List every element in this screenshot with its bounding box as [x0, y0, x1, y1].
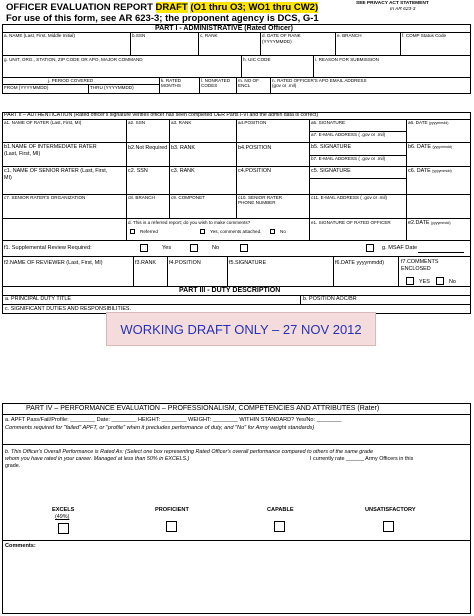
p1-email-2: (gov or .mil)	[272, 83, 297, 88]
e2-format: (yyyymmdd)	[430, 221, 451, 225]
supplemental-yes-label: Yes	[162, 245, 172, 251]
overall-rating-line-2: whom you have rated in your career. Managed at less than 50% in EXCELS.)	[5, 456, 190, 462]
a6-format: (yyyymmdd)	[428, 121, 449, 125]
comments-attached-checkbox[interactable]	[200, 229, 205, 234]
f7-yes-label: YES	[419, 279, 430, 285]
proficient-label: PROFICIENT	[155, 507, 189, 513]
p1-dor-format: (YYYYMMDD)	[262, 39, 292, 44]
a4-label: a4.POSITION	[238, 120, 267, 125]
b1-label: b1.NAME OF INTERMEDIATE RATER	[4, 144, 97, 150]
supplemental-no-label: No	[212, 245, 220, 251]
use-line: For use of this form, see AR 623-3; the proponent agency is DCS, G-1	[6, 13, 319, 24]
a6-label	[408, 121, 448, 126]
c2-label: c2. SSN	[128, 168, 148, 174]
d-label: d. This is a referred report; do you wish to make comments?	[128, 220, 251, 225]
capable-label: CAPABLE	[267, 507, 294, 513]
c6-format: (yyyymmdd)	[432, 169, 452, 173]
supplemental-yes-checkbox[interactable]	[140, 244, 148, 252]
f6-label: f6.DATE yyyymmdd)	[335, 260, 385, 266]
e1-label: e1. SIGNATURE OF RATED OFFICER	[311, 220, 391, 225]
part2-title: PART II – AUTHENTICATION (Rated officer's signature verifies officer has seen completed OER Parts I-VI and the admin data is correct)	[4, 112, 319, 118]
p1-dor-label: d. DATE OF RANK	[262, 33, 301, 38]
c8-label: c8. BRANCH	[128, 195, 155, 200]
p1-encl-1: m. NO OF	[238, 78, 259, 83]
excels-checkbox[interactable]	[58, 523, 69, 534]
supplemental-extra-checkbox-2[interactable]	[366, 244, 374, 252]
p1-name-label: a. NAME (Last, First, Middle Initial)	[4, 33, 75, 38]
p1-email-1: n. RATED OFFICER'S APO EMAIL ADDRESS	[272, 78, 367, 83]
unsatisfactory-label: UNSATISFACTORY	[365, 507, 416, 513]
p1-nonrated-1: l. NONRATED	[201, 78, 231, 83]
apft-line: a. APFT Pass/Fail/Profile: ________ Date: ________ HEIGHT: ________ WEIGHT: ________ WITHIN STANDARD? Yes/No: ________	[5, 417, 342, 423]
b2-label: b2.Not Required	[128, 145, 168, 151]
privacy-line-2: In AR 623-3	[390, 7, 416, 12]
p1-rated-months-1: k. RATED	[161, 78, 182, 83]
p1-comp-label: f. COMP Status Code	[402, 33, 447, 38]
capable-checkbox[interactable]	[274, 521, 285, 532]
p1-encl-2: ENCL	[238, 83, 251, 88]
p1-from-label: FROM (YYYYMMDD)	[4, 85, 49, 90]
draft-label: DRAFT	[155, 2, 188, 13]
f7-yes-checkbox[interactable]	[406, 277, 414, 285]
f7-label: f7.COMMENTS	[401, 259, 439, 265]
title-text: OFFICER EVALUATION REPORT	[6, 2, 153, 13]
e2-text: e2.DATE	[408, 220, 430, 226]
b3-label: b3. RANK	[171, 145, 195, 151]
p1-nonrated-2: CODES	[201, 83, 218, 88]
msaf-date-label: g. MSAF Date	[382, 245, 418, 251]
referred-label: Referred	[140, 229, 158, 234]
c9-label: c9. COMPONET	[171, 195, 205, 200]
c6-text: c6. DATE	[408, 168, 431, 174]
b1-label-2: (Last, First, MI)	[4, 151, 41, 157]
overall-rating-line-4: grade.	[5, 463, 21, 469]
grades-label: (O1 thru O3; WO1 thru CW2)	[190, 2, 319, 13]
p1-unit-label: g. UNIT, ORG., STATION, ZIP CODE OR APO, MAJOR COMMAND	[4, 57, 143, 62]
b5-label: b5. SIGNATURE	[311, 144, 352, 150]
c6-label	[408, 169, 452, 174]
c11-label	[311, 196, 387, 201]
e2-label	[408, 221, 451, 226]
a7-format: ( .gov or .mil)	[358, 132, 386, 137]
p1-reason-label: i. REASON FOR SUBMISSION	[315, 57, 380, 62]
b7-text: b7. E-MAIL ADDRESS	[311, 156, 358, 161]
c1-label-2: MI)	[4, 175, 12, 181]
b6-format: (yyyymmdd)	[432, 145, 453, 149]
c1-label: c1. NAME OF SENIOR RATER (Last, First,	[4, 168, 108, 174]
comments-attached-label: Yes, comments attached.	[210, 229, 262, 234]
part3-title: PART III - DUTY DESCRIPTION	[179, 287, 281, 294]
p1-uic-label: h. UIC CODE	[243, 57, 271, 62]
p3-duty-title-label: a. PRINCIPAL DUTY TITLE	[5, 296, 72, 302]
supplemental-extra-checkbox[interactable]	[240, 244, 248, 252]
privacy-line-1: SEE PRIVACY ACT STATEMENT	[356, 1, 429, 6]
b6-text: b6. DATE	[408, 144, 431, 150]
a5-label: a5. SIGNATURE	[311, 120, 346, 125]
supplemental-no-checkbox[interactable]	[190, 244, 198, 252]
b4-label: b4.POSITION	[238, 145, 272, 151]
excels-pct: (49%)	[55, 514, 70, 520]
f7-label-2: ENCLOSED	[401, 266, 431, 272]
p1-rank-label: c. RANK	[200, 33, 218, 38]
f7-no-checkbox[interactable]	[436, 277, 444, 285]
overall-rating-line-3: I currently rate ______ Army Officers in this	[310, 456, 414, 462]
part4-title: PART IV – PERFORMANCE EVALUATION – PROFESSIONALISM, COMPETENCIES AND ATTRIBUTES (Rater)	[26, 405, 380, 412]
working-draft-banner	[106, 312, 376, 346]
unsatisfactory-checkbox[interactable]	[383, 521, 394, 532]
c4-label: c4.POSITION	[238, 168, 271, 174]
b7-label	[311, 157, 385, 162]
p1-ssn-label: b.SSN	[132, 33, 146, 38]
c5-label: c5. SIGNATURE	[311, 168, 351, 174]
a2-label: a2. SSN	[128, 120, 146, 125]
apft-note: Comments required for "failed" APFT, or "profile" when it precludes performance of duty, and "No" for Army weight standards)	[5, 425, 315, 431]
excels-label: EXCELS	[52, 507, 75, 513]
c3-label: c3. RANK	[171, 168, 195, 174]
p1-thru-label: THRU (YYYYMMDD)	[90, 85, 134, 90]
a7-text: a7. E-MAIL ADDRESS	[311, 132, 358, 137]
f7-no-label: No	[449, 279, 456, 285]
comments-label: Comments:	[5, 543, 36, 549]
p1-rated-months-2: MONTHS	[161, 83, 181, 88]
c11-text: c11. E-MAIL ADDRESS	[311, 195, 359, 200]
f2-label: f2.NAME OF REVIEWER (Last, First, MI)	[4, 260, 103, 266]
f1-label: f1. Supplemental Review Required:	[4, 245, 92, 251]
c10-label-2: PHONE NUMBER	[238, 200, 276, 205]
no-comments-checkbox[interactable]	[270, 229, 275, 234]
part1-title: PART I - ADMINISTRATIVE (Rated Officer)	[155, 25, 293, 32]
c11-format: ( .gov or .mil)	[360, 195, 388, 200]
p3-aoc-label: b. POSITION AOC/BR	[303, 296, 357, 302]
c7-label: c7. SENIOR RATER'S ORGANIZATION	[4, 195, 86, 200]
no-comments-label: No	[280, 229, 286, 234]
p1-period-label: j. PERIOD COVERED	[48, 78, 94, 83]
overall-rating-line-1: b. This Officer's Overall Performance is Rated As: (Select one box representing Rated Officer's overall performance compared to others of the same grade	[5, 449, 373, 455]
p1-branch-label: e. BRANCH	[337, 33, 362, 38]
c10-label: c10. SENIOR RATER	[238, 195, 283, 200]
p3-duties-label: c. SIGNIFICANT DUTIES AND RESPONSIBILITIES.	[5, 306, 132, 312]
a6-text: a6. DATE	[408, 120, 428, 125]
f3-label: f3.RANK	[135, 260, 156, 266]
form-title	[6, 3, 318, 13]
b7-format: ( .gov or .mil)	[358, 156, 386, 161]
referred-checkbox[interactable]	[130, 229, 135, 234]
proficient-checkbox[interactable]	[166, 521, 177, 532]
a1-label: a1. NAME OF RATER (Last, First, MI)	[4, 120, 82, 125]
a3-label: a3. RANK	[171, 120, 192, 125]
f5-label: f5.SIGNATURE	[229, 260, 267, 266]
b6-label	[408, 145, 452, 150]
working-draft-text: WORKING DRAFT ONLY – 27 NOV 2012	[120, 322, 362, 337]
f4-label: f4.POSITION	[169, 260, 201, 266]
a7-label	[311, 133, 385, 138]
